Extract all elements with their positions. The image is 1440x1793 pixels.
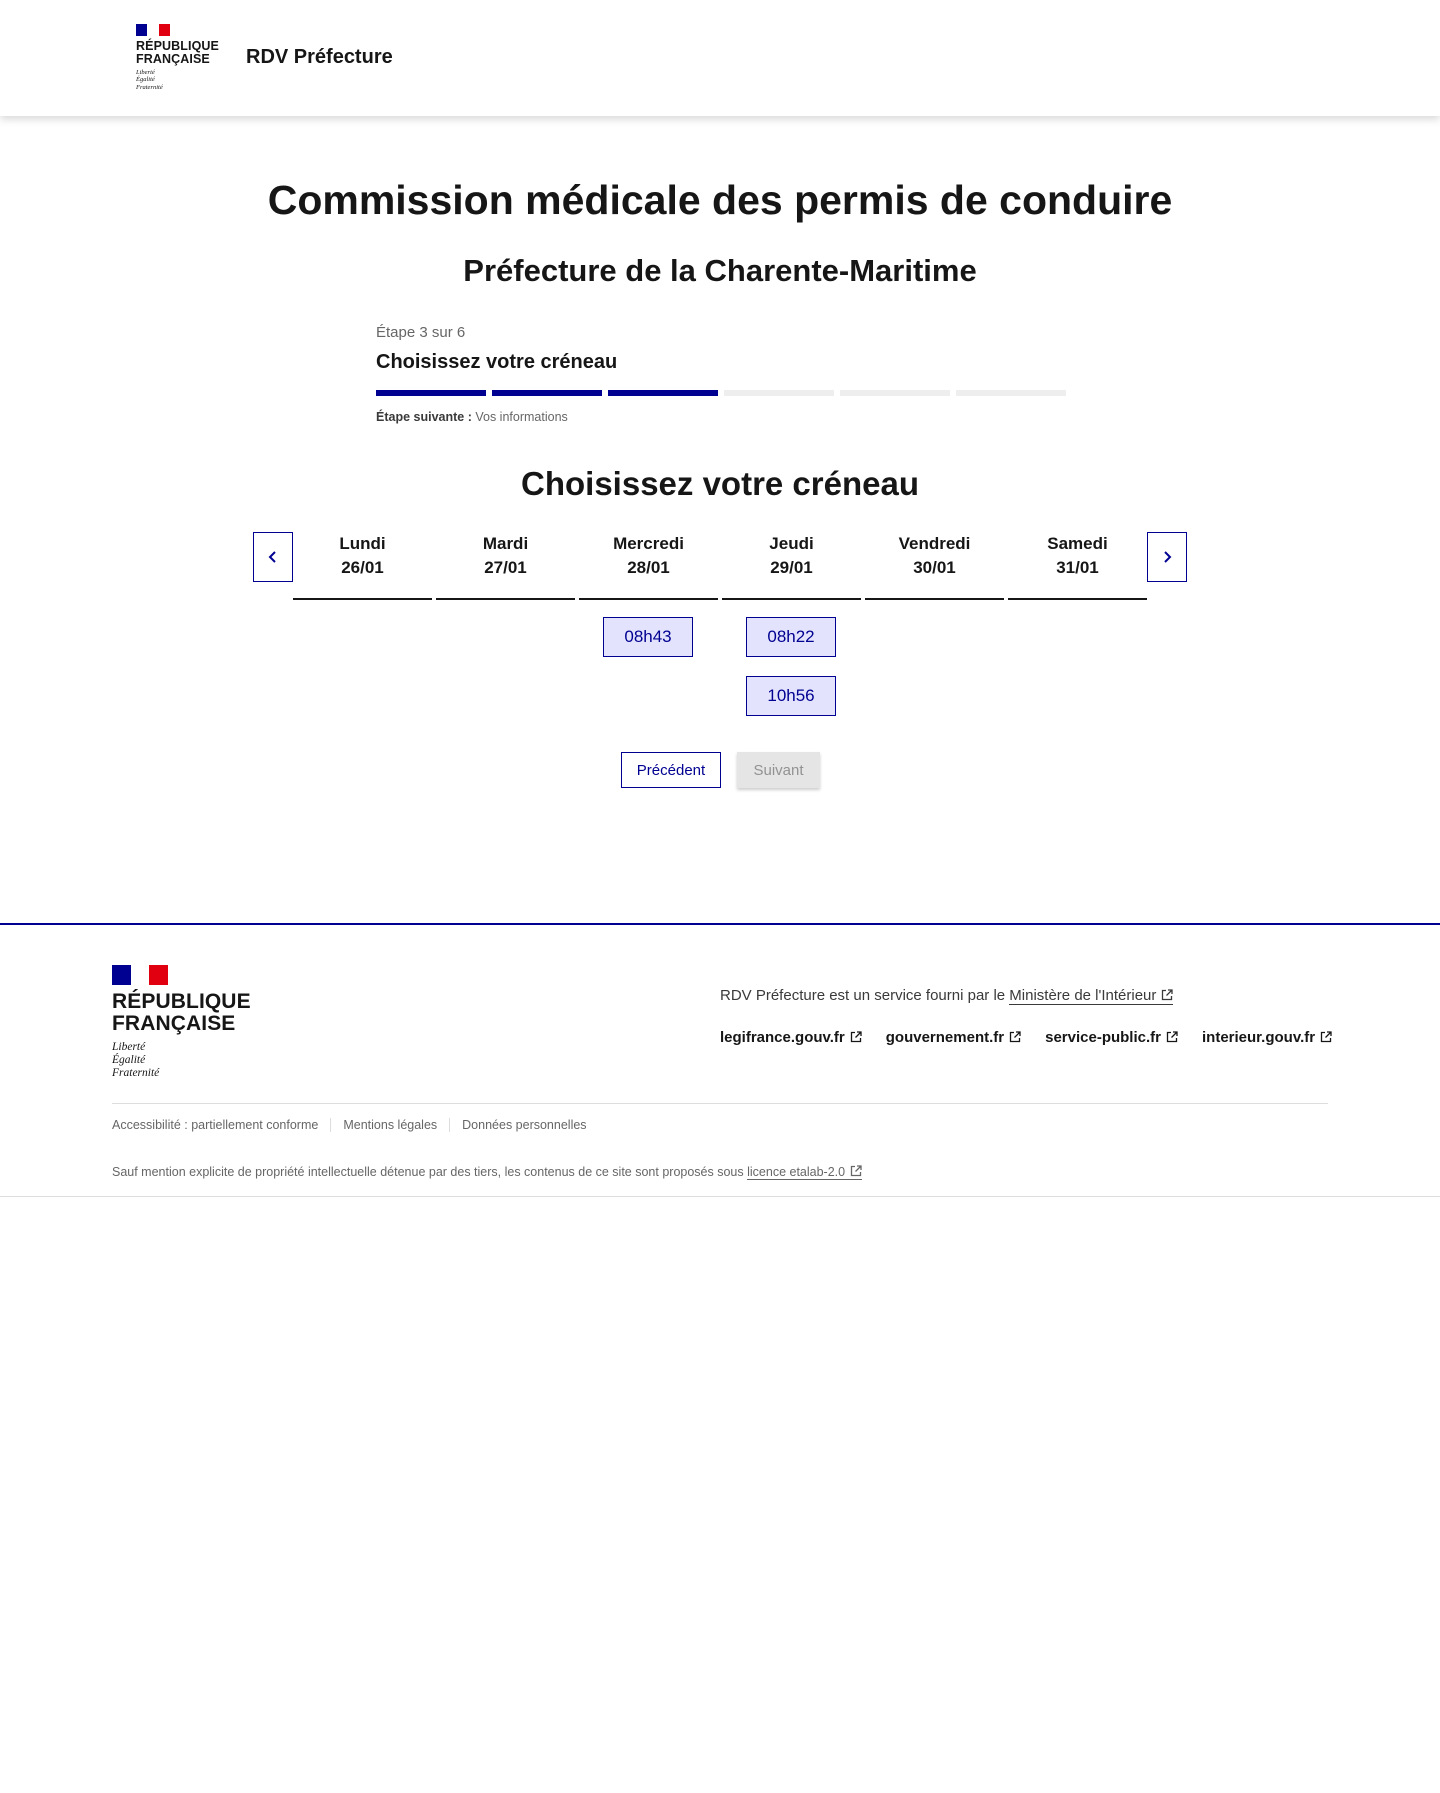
day-date: 28/01 <box>627 558 670 577</box>
stepper-segment <box>608 390 718 396</box>
logo-title: RÉPUBLIQUE FRANÇAISE <box>136 39 219 66</box>
footer-logo-motto: Liberté Égalité Fraternité <box>112 1041 160 1079</box>
footer-link-label: legifrance.gouv.fr <box>720 1029 845 1046</box>
footer-bottom-link[interactable]: Données personnelles <box>462 1118 587 1132</box>
day-date: 26/01 <box>341 558 384 577</box>
day-name: Lundi <box>339 534 386 553</box>
footer-logo-title: RÉPUBLIQUE FRANÇAISE <box>112 990 251 1035</box>
ministere-interieur-link-label: Ministère de l'Intérieur <box>1009 987 1157 1004</box>
day-date: 27/01 <box>484 558 527 577</box>
footer-link[interactable] <box>1202 1029 1332 1046</box>
stepper-segment <box>492 390 602 396</box>
time-slot-button[interactable]: 08h22 <box>746 617 836 657</box>
chevron-right-icon <box>1160 550 1174 564</box>
footer-bottom-links <box>112 1118 599 1132</box>
footer-link[interactable] <box>886 1029 1021 1046</box>
footer-links <box>720 1029 1332 1046</box>
site-header <box>0 0 1440 116</box>
stepper-next-value: Vos informations <box>475 410 568 424</box>
external-link-icon <box>850 1031 862 1043</box>
day-column-header <box>436 532 575 600</box>
chevron-left-icon <box>266 550 280 564</box>
licence-etalab-link[interactable] <box>747 1165 862 1180</box>
external-link-icon <box>1166 1031 1178 1043</box>
footer-licence <box>112 1165 862 1179</box>
time-slot-button[interactable]: 10h56 <box>746 676 836 716</box>
logo-motto: Liberté Égalité Fraternité <box>136 69 163 91</box>
footer-link-label: interieur.gouv.fr <box>1202 1029 1316 1046</box>
footer-bottom-link[interactable]: Mentions légales <box>331 1118 450 1132</box>
previous-button[interactable]: Précédent <box>621 752 721 788</box>
stepper-segment <box>840 390 950 396</box>
ministere-interieur-link[interactable] <box>1009 987 1173 1005</box>
day-date: 31/01 <box>1056 558 1099 577</box>
footer-link-label: gouvernement.fr <box>885 1029 1005 1046</box>
stepper-segment <box>724 390 834 396</box>
footer-link-label: service-public.fr <box>1045 1029 1161 1046</box>
footer-link[interactable] <box>720 1029 862 1046</box>
external-link-icon <box>1009 1031 1021 1043</box>
slot-section-title: Choisissez votre créneau <box>521 465 919 502</box>
day-column-header <box>1008 532 1147 600</box>
day-column-header <box>579 532 718 600</box>
footer-licence-text: Sauf mention explicite de propriété intellectuelle détenue par des tiers, les contenus de ce site sont proposés sous <box>112 1165 748 1179</box>
marianne-flag-icon <box>136 24 170 36</box>
footer-divider <box>112 1103 1328 1104</box>
page-subtitle: Préfecture de la Charente-Maritime <box>463 253 977 288</box>
previous-week-button[interactable] <box>253 532 293 582</box>
stepper-title: Choisissez votre créneau <box>376 351 618 373</box>
day-name: Samedi <box>1047 534 1108 553</box>
site-name[interactable]: RDV Préfecture <box>246 46 393 68</box>
next-button-disabled: Suivant <box>737 752 820 788</box>
footer-bottom-link[interactable]: Accessibilité : partiellement conforme <box>112 1118 331 1132</box>
licence-etalab-link-label: licence etalab-2.0 <box>747 1165 846 1179</box>
external-link-icon <box>1161 989 1173 1001</box>
stepper-segment <box>376 390 486 396</box>
day-name: Mardi <box>482 534 529 553</box>
stepper-segment <box>956 390 1066 396</box>
marianne-flag-icon <box>112 965 168 985</box>
page-title: Commission médicale des permis de conduire <box>267 177 1173 223</box>
republique-francaise-logo[interactable] <box>136 24 219 91</box>
day-date: 30/01 <box>913 558 956 577</box>
day-column-header <box>293 532 432 600</box>
stepper-state: Étape 3 sur 6 <box>376 324 466 341</box>
day-date: 29/01 <box>770 558 813 577</box>
day-name: Jeudi <box>769 534 814 553</box>
footer-link[interactable] <box>1045 1029 1178 1046</box>
footer-description-text: RDV Préfecture est un service fourni par le <box>720 987 1010 1004</box>
stepper-next-label: Étape suivante : <box>376 410 472 424</box>
footer-description <box>720 987 1173 1004</box>
stepper-next-step <box>376 410 568 424</box>
external-link-icon <box>1320 1031 1332 1043</box>
next-week-button[interactable] <box>1147 532 1187 582</box>
site-footer <box>0 923 1440 1197</box>
external-link-icon <box>850 1165 862 1177</box>
day-column-header <box>722 532 861 600</box>
day-name: Mercredi <box>613 534 684 553</box>
day-name: Vendredi <box>898 534 971 553</box>
footer-logo[interactable] <box>112 965 251 1080</box>
stepper <box>376 324 1066 424</box>
day-column-header <box>865 532 1004 600</box>
time-slot-button[interactable]: 08h43 <box>603 617 693 657</box>
stepper-progress <box>376 390 1066 396</box>
